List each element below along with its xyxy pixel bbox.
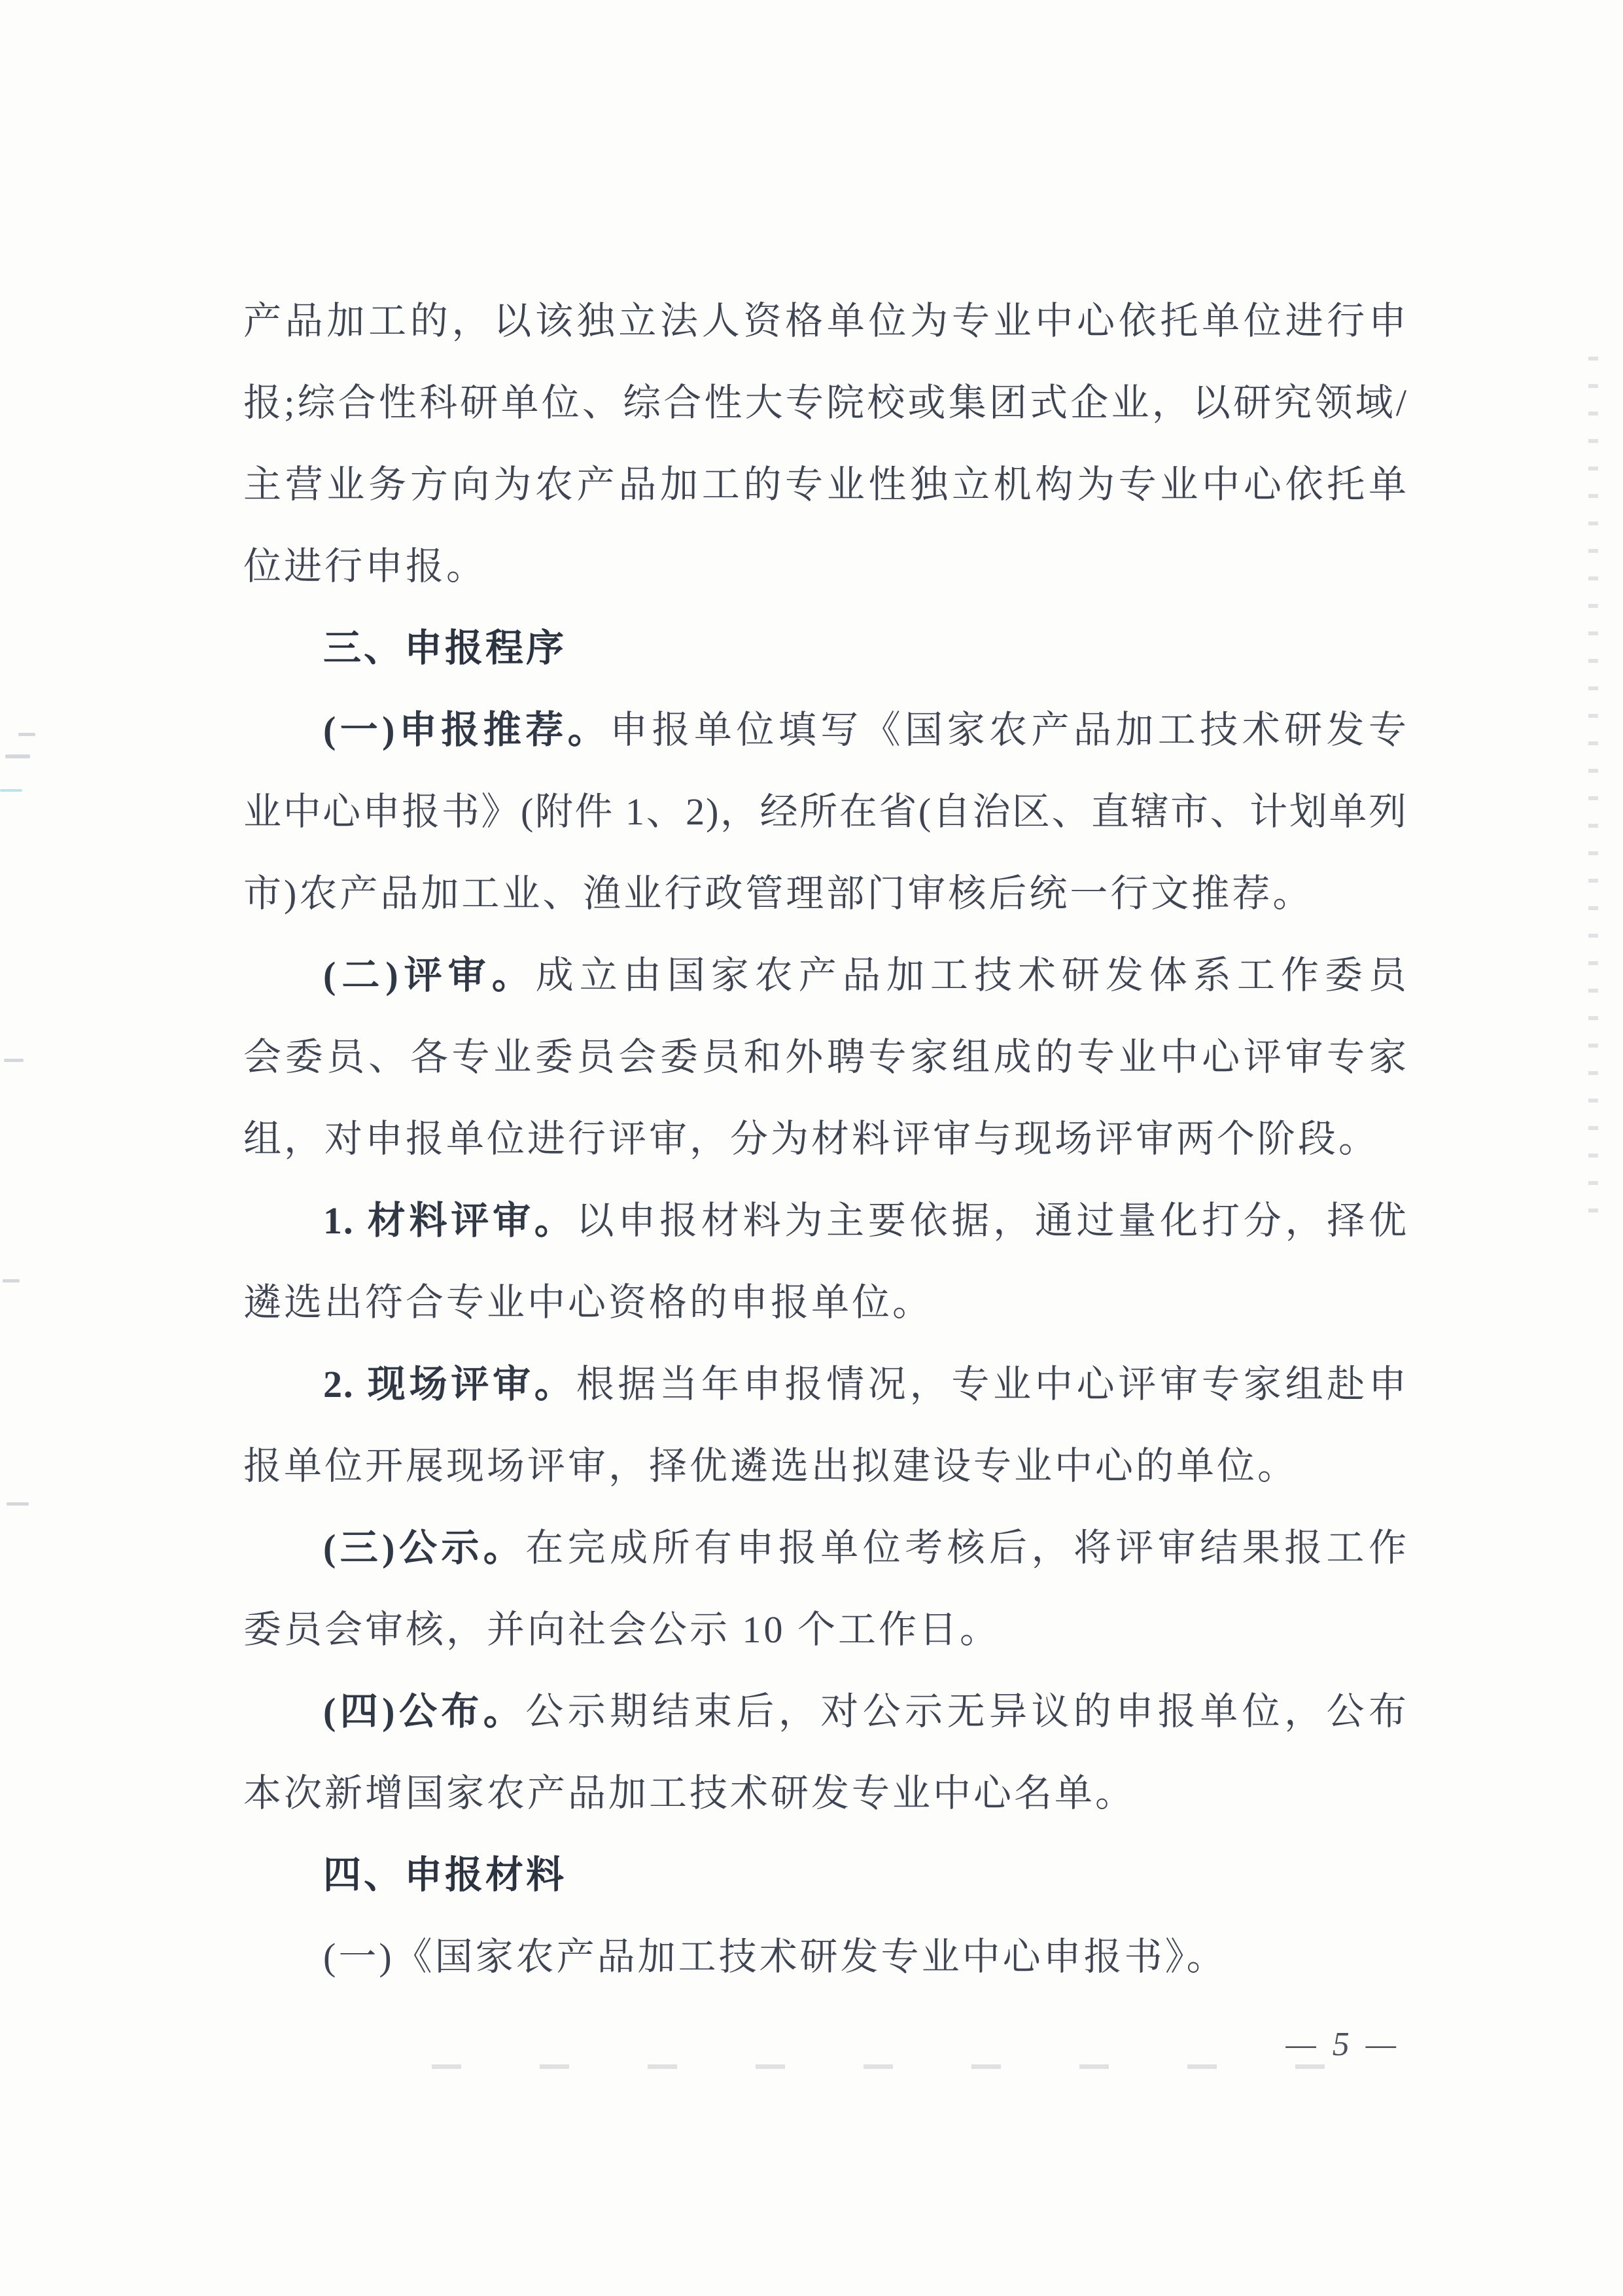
text-line [243, 689, 1408, 771]
scan-artifact [3, 1279, 20, 1282]
text-line [243, 1752, 1408, 1834]
scan-artifact [432, 2064, 1361, 2069]
section-heading [243, 607, 1408, 689]
page-number: — 5 — [1285, 2026, 1400, 2063]
line-body-text: 主营业务方向为农产品加工的专业性独立机构为专业中心依托单 [243, 463, 1408, 506]
text-line [243, 1425, 1408, 1507]
line-body-text: 报单位开展现场评审，择优遴选出拟建设专业中心的单位。 [243, 1445, 1299, 1487]
line-lead-text: (四)公布。 [323, 1690, 526, 1733]
text-line [243, 853, 1408, 934]
line-body-text: 报;综合性科研单位、综合性大专院校或集团式企业，以研究领域/ [243, 381, 1408, 424]
scan-artifact [1588, 357, 1598, 1214]
line-body-text: 产品加工的，以该独立法人资格单位为专业中心依托单位进行申 [243, 300, 1408, 342]
line-body-text: 申报单位填写《国家农产品加工技术研发专 [610, 709, 1408, 751]
line-lead-text: (三)公示。 [323, 1527, 526, 1569]
text-line [243, 1262, 1408, 1343]
text-line [243, 1098, 1408, 1180]
line-body-text: 会委员、各专业委员会委员和外聘专家组成的专业中心评审专家 [243, 1036, 1408, 1078]
scan-artifact [7, 1502, 29, 1506]
scan-artifact [18, 733, 35, 736]
text-line [243, 1589, 1408, 1670]
text-line [243, 1507, 1408, 1589]
line-body-text: 本次新增国家农产品加工技术研发专业中心名单。 [243, 1772, 1136, 1814]
line-body-text: 公示期结束后，对公示无异议的申报单位，公布 [525, 1690, 1408, 1733]
line-lead-text: (二)评审。 [323, 954, 536, 997]
text-line [243, 444, 1408, 525]
text-line [243, 1670, 1408, 1752]
line-body-text: 根据当年申报情况，专业中心评审专家组赴申 [576, 1363, 1408, 1405]
scan-artifact [4, 1059, 24, 1062]
text-line [243, 280, 1408, 362]
line-body-text: 以申报材料为主要依据，通过量化打分，择优 [576, 1199, 1408, 1242]
line-body-text: 在完成所有申报单位考核后，将评审结果报工作 [525, 1527, 1408, 1569]
scan-artifact [5, 754, 30, 758]
scan-artifact [0, 789, 22, 792]
line-lead-text: 四、申报材料 [323, 1854, 567, 1896]
line-lead-text: 三、申报程序 [323, 627, 567, 669]
text-line [243, 934, 1408, 1016]
text-line [243, 1016, 1408, 1098]
line-body-text: 委员会审核，并向社会公示 10 个工作日。 [243, 1608, 1001, 1651]
line-body-text: 成立由国家农产品加工技术研发体系工作委员 [535, 954, 1408, 997]
line-body-text: 业中心申报书》(附件 1、2)，经所在省(自治区、直辖市、计划单列 [243, 790, 1408, 833]
text-line [243, 1916, 1408, 1998]
line-body-text: (一)《国家农产品加工技术研发专业中心申报书》。 [323, 1935, 1227, 1978]
text-line [243, 362, 1408, 444]
text-line [243, 1180, 1408, 1262]
line-body-text: 组，对申报单位进行评审，分为材料评审与现场评审两个阶段。 [243, 1118, 1380, 1160]
document-body [243, 280, 1408, 1998]
line-lead-text: 2. 现场评审。 [323, 1363, 576, 1405]
line-body-text: 遴选出符合专业中心资格的申报单位。 [243, 1281, 934, 1324]
text-line [243, 525, 1408, 607]
text-line [243, 1343, 1408, 1425]
line-body-text: 位进行申报。 [243, 545, 487, 588]
line-body-text: 市)农产品加工业、渔业行政管理部门审核后统一行文推荐。 [243, 872, 1314, 915]
line-lead-text: 1. 材料评审。 [323, 1199, 576, 1242]
section-heading [243, 1834, 1408, 1916]
line-lead-text: (一)申报推荐。 [323, 709, 610, 751]
text-line [243, 771, 1408, 853]
